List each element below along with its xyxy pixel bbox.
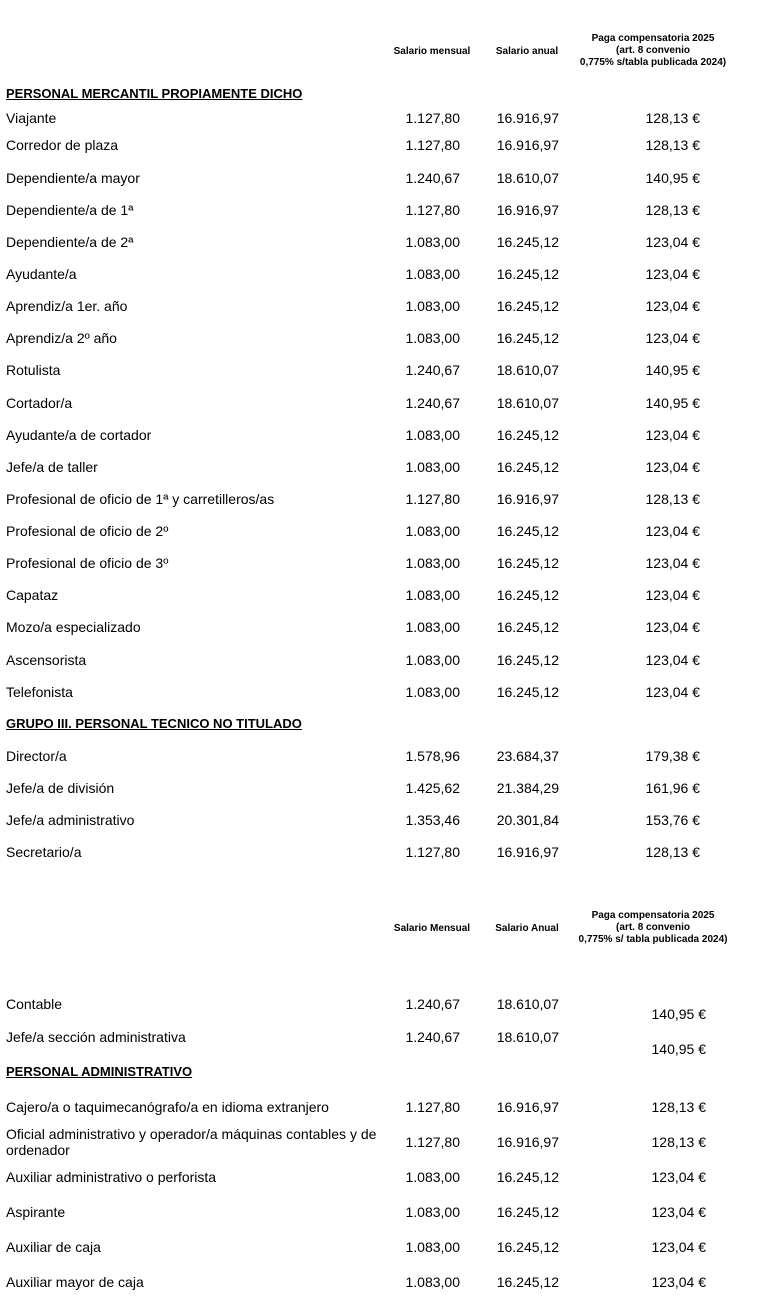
table-row: Profesional de oficio de 2º 1.083,00 16.245,12 123,04 € — [6, 523, 700, 539]
table-row: Jefe/a administrativo 1.353,46 20.301,84 153,76 € — [6, 812, 700, 828]
table-row: Mozo/a especializado 1.083,00 16.245,12 123,04 € — [6, 619, 700, 635]
table-row: Oficial administrativo y operador/a máquinas contables y de ordenador 1.127,80 16.916,97 128,13 € — [6, 1126, 706, 1158]
table-row: Aprendiz/a 1er. año 1.083,00 16.245,12 123,04 € — [6, 298, 700, 314]
header-paga-compensatoria: Paga compensatoria 2025 (art. 8 convenio 0,775% s/tabla publicada 2024) — [579, 33, 727, 68]
table-row: Profesional de oficio de 3º 1.083,00 16.245,12 123,04 € — [6, 555, 700, 571]
table-row: Ascensorista 1.083,00 16.245,12 123,04 € — [6, 652, 700, 668]
section-title-mercantil: PERSONAL MERCANTIL PROPIAMENTE DICHO — [6, 86, 303, 101]
header-paga-compensatoria-2: Paga compensatoria 2025 (art. 8 convenio 0,775% s/ tabla publicada 2024) — [578, 910, 728, 945]
table-row: Dependiente/a de 2ª 1.083,00 16.245,12 123,04 € — [6, 234, 700, 250]
table-row: Aprendiz/a 2º año 1.083,00 16.245,12 123,04 € — [6, 330, 700, 346]
table-row: Secretario/a 1.127,80 16.916,97 128,13 € — [6, 844, 700, 860]
table-row: Dependiente/a mayor 1.240,67 18.610,07 140,95 € — [6, 170, 700, 186]
table-row: Viajante 1.127,80 16.916,97 128,13 € — [6, 110, 700, 126]
table-row: Corredor de plaza 1.127,80 16.916,97 128,13 € — [6, 137, 700, 153]
table-row: Profesional de oficio de 1ª y carretilleros/as 1.127,80 16.916,97 128,13 € — [6, 491, 700, 507]
table-row: Telefonista 1.083,00 16.245,12 123,04 € — [6, 684, 700, 700]
section-title-grupo-iii: GRUPO III. PERSONAL TECNICO NO TITULADO — [6, 716, 302, 731]
table-row: Auxiliar de caja 1.083,00 16.245,12 123,04 € — [6, 1239, 706, 1255]
table-row: Rotulista 1.240,67 18.610,07 140,95 € — [6, 362, 700, 378]
table-row: Jefe/a de taller 1.083,00 16.245,12 123,04 € — [6, 459, 700, 475]
table-row: Ayudante/a de cortador 1.083,00 16.245,12 123,04 € — [6, 427, 700, 443]
table-row: Jefe/a de división 1.425,62 21.384,29 161,96 € — [6, 780, 700, 796]
table-row: Director/a 1.578,96 23.684,37 179,38 € — [6, 748, 700, 764]
header-salario-mensual-2: Salario Mensual — [393, 923, 471, 934]
header-salario-anual: Salario anual — [495, 46, 559, 57]
table-row: Ayudante/a 1.083,00 16.245,12 123,04 € — [6, 266, 700, 282]
table-row: Capataz 1.083,00 16.245,12 123,04 € — [6, 587, 700, 603]
table-row: Contable 1.240,67 18.610,07 140,95 € — [6, 996, 706, 1022]
section-title-administrativo: PERSONAL ADMINISTRATIVO — [6, 1064, 193, 1079]
table-row: Cortador/a 1.240,67 18.610,07 140,95 € — [6, 395, 700, 411]
header-salario-mensual: Salario mensual — [393, 46, 471, 57]
table-row: Jefe/a sección administrativa 1.240,67 18.610,07 140,95 € — [6, 1029, 706, 1057]
header-salario-anual-2: Salario Anual — [495, 923, 559, 934]
table-row: Cajero/a o taquimecanógrafo/a en idioma extranjero 1.127,80 16.916,97 128,13 € — [6, 1099, 706, 1115]
table-row: Aspirante 1.083,00 16.245,12 123,04 € — [6, 1204, 706, 1220]
table-row: Auxiliar administrativo o perforista 1.083,00 16.245,12 123,04 € — [6, 1169, 706, 1185]
table-row: Auxiliar mayor de caja 1.083,00 16.245,12 123,04 € — [6, 1274, 706, 1290]
table-row: Dependiente/a de 1ª 1.127,80 16.916,97 128,13 € — [6, 202, 700, 218]
